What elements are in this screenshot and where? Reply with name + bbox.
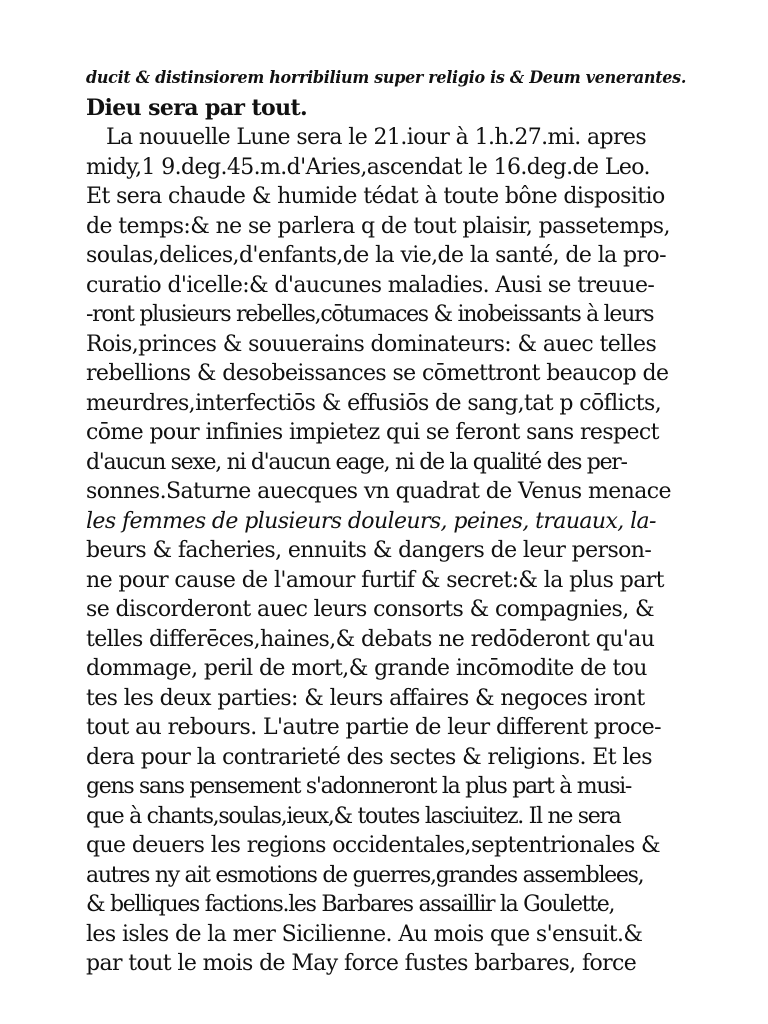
text-line: dommage, peril de mort,& grande incōmodite de tou — [86, 656, 647, 681]
text-line: que à chants,soulas,ieux,& toutes lasciuitez. Il ne sera — [86, 803, 621, 829]
text-line: rebellions & desobeissances se cōmettront beaucop de — [86, 361, 669, 386]
text-line: telles differēces,haines,& debats ne redōderont qu'au — [86, 626, 655, 652]
text-line: d'aucun sexe, ni d'aucun eage, ni de la qualité des per- — [86, 449, 627, 475]
text-line: La nouuelle Lune sera le 21.iour à 1.h.27.mi. apres — [106, 125, 647, 150]
text-line: que deuers les regions occidentales,septentrionales & — [86, 833, 661, 858]
text-line: ducit & distinsiorem horribilium super religio is & Deum venerantes. — [86, 68, 687, 88]
text-line: tout au rebours. L'autre partie de leur different proce- — [86, 715, 661, 740]
text-line: gens sans pensement s'adonneront la plus part à musi- — [86, 774, 632, 799]
text-line: tes les deux parties: & leurs affaires & negoces iront — [86, 685, 645, 711]
text-line: -ront plusieurs rebelles,cōtumaces & inobeissants à leurs — [86, 302, 654, 327]
text-line: de temps:& ne se parlera q de tout plaisir, passetemps, — [86, 213, 670, 239]
text-line: sonnes.Saturne auecques vn quadrat de Venus menace — [86, 479, 671, 504]
text-line: se discorderont auec leurs consorts & compagnies, & — [86, 597, 654, 622]
text-line: autres ny ait esmotions de guerres,grandes assemblees, — [86, 862, 644, 888]
text-line: meurdres,interfectiōs & effusiōs de sang,tat p cōflicts, — [86, 390, 662, 416]
text-line: dera pour la contrarieté des sectes & religions. Et les — [86, 744, 652, 770]
text-line: cōme pour infinies impietez qui se feront sans respect — [86, 420, 659, 445]
text-line: Rois,princes & souuerains dominateurs: & auec telles — [86, 331, 657, 357]
text-line: beurs & facheries, ennuits & dangers de leur person- — [86, 538, 652, 563]
text-line: Dieu sera par tout. — [86, 94, 308, 121]
text-block — [86, 64, 686, 979]
text-line: midy,1 9.deg.45.m.d'Aries,ascendat le 16.deg.de Leo. — [86, 154, 650, 180]
text-line: par tout le mois de May force fustes barbares, force — [86, 951, 637, 976]
text-line: Et sera chaude & humide tédat à toute bône dispositio — [86, 184, 665, 209]
text-line: les isles de la mer Sicilienne. Au mois que s'ensuit.& — [86, 921, 643, 947]
text-line: soulas,delices,d'enfants,de la vie,de la santé, de la pro- — [86, 243, 666, 268]
text-line: les femmes de plusieurs douleurs, peines, trauaux, la- — [86, 508, 656, 534]
text-line: & belliques factions.les Barbares assaillir la Goulette, — [86, 892, 615, 917]
text-line: ne pour cause de l'amour furtif & secret:& la plus part — [86, 567, 664, 593]
text-line: curatio d'icelle:& d'aucunes maladies. Ausi se treuue- — [86, 272, 655, 298]
